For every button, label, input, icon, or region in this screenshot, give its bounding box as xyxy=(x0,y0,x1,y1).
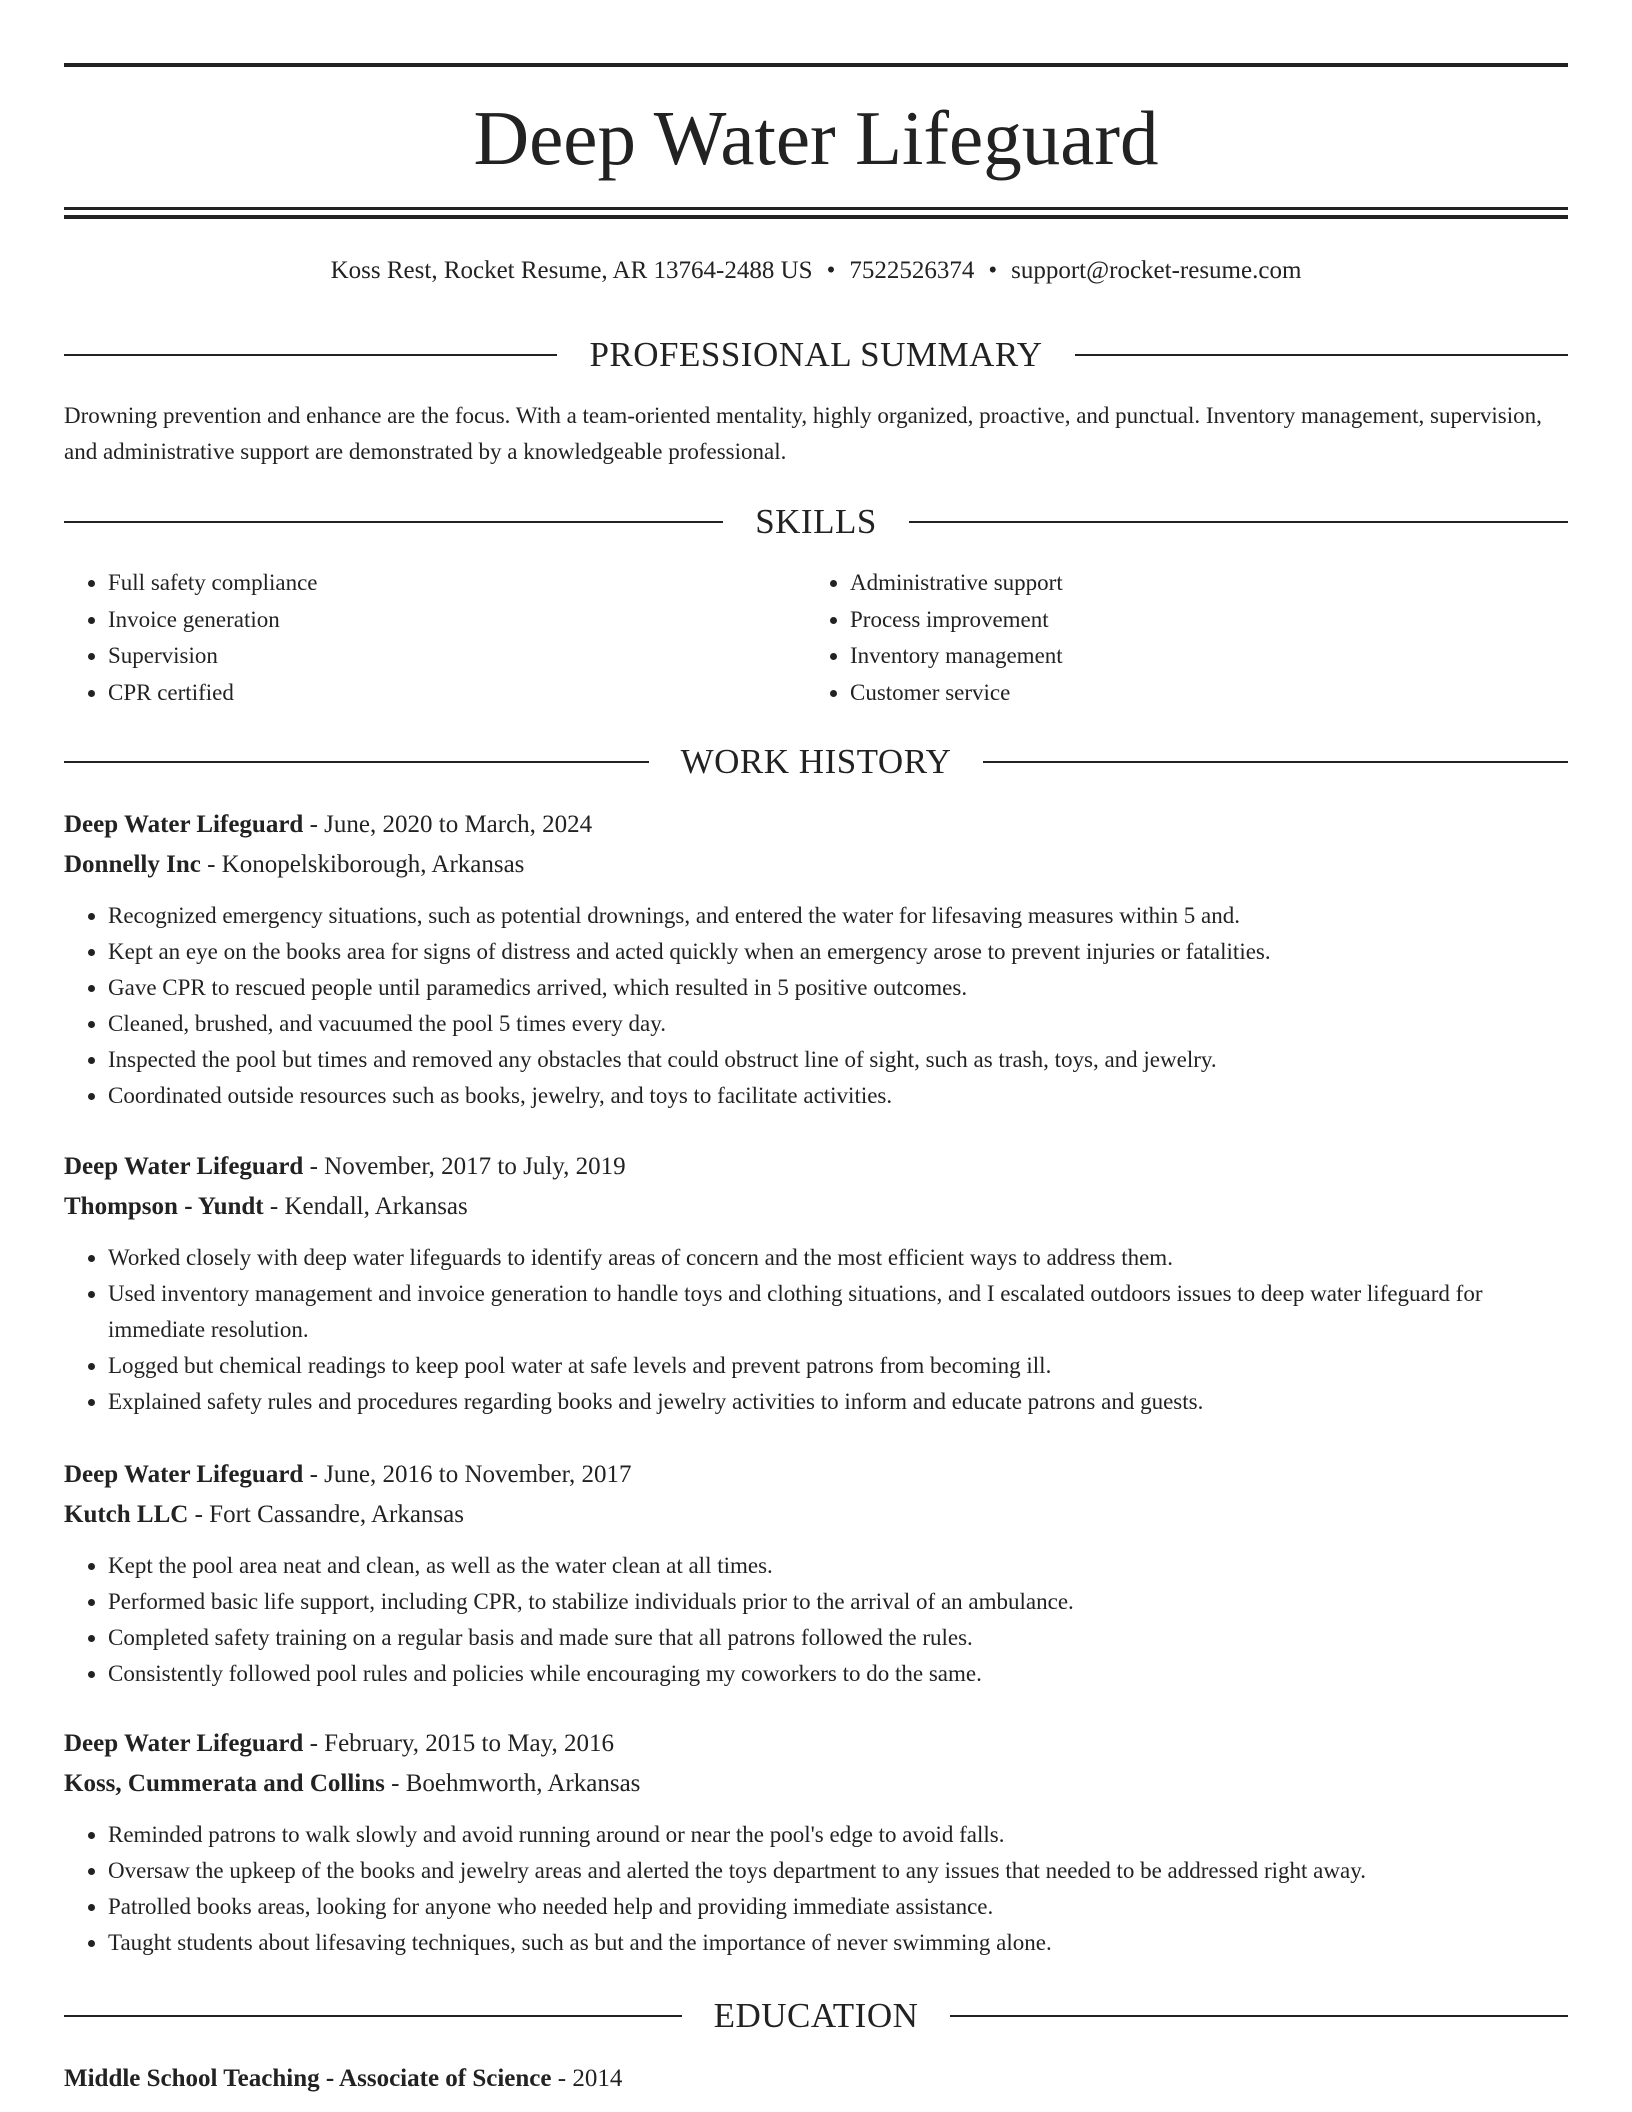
job-bullets xyxy=(64,1240,1568,1420)
job-dates: - June, 2016 to November, 2017 xyxy=(303,1461,632,1488)
resume-name: Deep Water Lifeguard xyxy=(473,95,1159,181)
job-title-line xyxy=(64,1725,1568,1763)
job-bullet: • Completed safety training on a regular basis and made sure that all patrons followed the rules. xyxy=(108,1620,1568,1656)
job-company-line xyxy=(64,1765,1568,1803)
job-title-line xyxy=(64,806,1568,844)
heading-rule xyxy=(950,2015,1568,2017)
job-company: Koss, Cummerata and Collins xyxy=(64,1770,385,1797)
job-title: Deep Water Lifeguard xyxy=(64,1153,304,1180)
job-location: - Boehmworth, Arkansas xyxy=(384,1770,641,1797)
job-dates: - November, 2017 to July, 2019 xyxy=(303,1153,626,1180)
contact-line xyxy=(64,252,1568,290)
job-bullet: • Kept an eye on the books area for signs of distress and acted quickly when an emergency arose to prevent injuries or fatalities. xyxy=(108,934,1568,970)
job-bullet: • Worked closely with deep water lifeguards to identify areas of concern and the most efficient ways to address them. xyxy=(108,1240,1568,1276)
heading-rule xyxy=(909,521,1568,523)
contact-separator: • xyxy=(826,257,836,284)
job-entry xyxy=(64,806,1568,1114)
job-bullet: • Patrolled books areas, looking for anyone who needed help and providing immediate assistance. xyxy=(108,1889,1568,1925)
education-section-heading xyxy=(64,1993,1568,2039)
job-bullet: • Consistently followed pool rules and policies while encouraging my coworkers to do the same. xyxy=(108,1656,1568,1692)
job-location: - Konopelskiborough, Arkansas xyxy=(200,851,525,878)
job-bullet: • Logged but chemical readings to keep pool water at safe levels and prevent patrons from becoming ill. xyxy=(108,1348,1568,1384)
job-bullets xyxy=(64,898,1568,1114)
contact-email: support@rocket-resume.com xyxy=(1011,257,1302,284)
job-company: Thompson - Yundt xyxy=(64,1193,264,1220)
education-entry xyxy=(64,2060,1568,2098)
heading-rule xyxy=(983,761,1568,763)
job-title: Deep Water Lifeguard xyxy=(64,811,304,838)
skill-item: • Supervision xyxy=(108,638,806,675)
summary-text: Drowning prevention and enhance are the focus. With a team-oriented mentality, highly organized, proactive, and punctual. Inventory management, supervision, and administrative support are demonstrated by a knowledgeable professional. xyxy=(64,403,1542,464)
top-rule xyxy=(64,63,1568,67)
job-bullet: • Coordinated outside resources such as books, jewelry, and toys to facilitate activities. xyxy=(108,1078,1568,1114)
job-company: Kutch LLC xyxy=(64,1501,189,1528)
heading-rule xyxy=(64,521,723,523)
job-title-line xyxy=(64,1148,1568,1186)
job-title: Deep Water Lifeguard xyxy=(64,1461,304,1488)
heading-rule xyxy=(64,354,557,356)
education-degree: Middle School Teaching - Associate of Science xyxy=(64,2065,552,2092)
education-year: - 2014 xyxy=(551,2065,623,2092)
summary-section-heading xyxy=(64,332,1568,378)
job-bullet: • Explained safety rules and procedures regarding books and jewelry activities to inform and educate patrons and guests. xyxy=(108,1384,1568,1420)
education-degree-line xyxy=(64,2060,1568,2098)
job-location: - Fort Cassandre, Arkansas xyxy=(188,1501,464,1528)
job-bullet: • Inspected the pool but times and removed any obstacles that could obstruct line of sight, such as trash, toys, and jewelry. xyxy=(108,1042,1568,1078)
job-entry xyxy=(64,1456,1568,1692)
job-bullet: • Performed basic life support, including CPR, to stabilize individuals prior to the arrival of an ambulance. xyxy=(108,1584,1568,1620)
skill-item: • Inventory management xyxy=(850,638,1548,675)
skills-list xyxy=(64,565,1568,711)
skills-heading: SKILLS xyxy=(755,502,877,541)
job-location: - Kendall, Arkansas xyxy=(263,1193,468,1220)
heading-rule xyxy=(1075,354,1568,356)
job-bullet: • Taught students about lifesaving techniques, such as but and the importance of never swimming alone. xyxy=(108,1925,1568,1961)
job-bullet: • Reminded patrons to walk slowly and avoid running around or near the pool's edge to avoid falls. xyxy=(108,1817,1568,1853)
job-dates: - February, 2015 to May, 2016 xyxy=(303,1730,614,1757)
skills-section-heading xyxy=(64,499,1568,545)
contact-address: Koss Rest, Rocket Resume, AR 13764-2488 US xyxy=(330,257,813,284)
skill-item: • Full safety compliance xyxy=(108,565,806,602)
heading-rule xyxy=(64,761,649,763)
job-bullet: • Cleaned, brushed, and vacuumed the pool 5 times every day. xyxy=(108,1006,1568,1042)
name-rule-upper xyxy=(64,207,1568,210)
job-bullet: • Recognized emergency situations, such as potential drownings, and entered the water for lifesaving measures within 5 and. xyxy=(108,898,1568,934)
job-dates: - June, 2020 to March, 2024 xyxy=(303,811,593,838)
skill-item: • CPR certified xyxy=(108,675,806,712)
heading-rule xyxy=(64,2015,682,2017)
work-section-heading xyxy=(64,739,1568,785)
job-company-line xyxy=(64,1496,1568,1534)
job-title-line xyxy=(64,1456,1568,1494)
education-heading: EDUCATION xyxy=(713,1996,919,2035)
skill-item: • Process improvement xyxy=(850,602,1548,639)
job-bullets xyxy=(64,1548,1568,1692)
job-title: Deep Water Lifeguard xyxy=(64,1730,304,1757)
job-bullets xyxy=(64,1817,1568,1961)
job-company-line xyxy=(64,846,1568,884)
skill-item: • Customer service xyxy=(850,675,1548,712)
contact-separator: • xyxy=(988,257,998,284)
work-heading: WORK HISTORY xyxy=(680,742,952,781)
skills-column-right xyxy=(806,565,1548,711)
job-entry xyxy=(64,1725,1568,1961)
job-entry xyxy=(64,1148,1568,1420)
skill-item: • Invoice generation xyxy=(108,602,806,639)
job-bullet: • Oversaw the upkeep of the books and jewelry areas and alerted the toys department to any issues that needed to be addressed right away. xyxy=(108,1853,1568,1889)
job-company-line xyxy=(64,1188,1568,1226)
name-rule-lower xyxy=(64,215,1568,219)
skills-column-left xyxy=(64,565,806,711)
contact-phone: 7522526374 xyxy=(849,257,975,284)
summary-heading: PROFESSIONAL SUMMARY xyxy=(589,335,1043,374)
job-bullet: • Kept the pool area neat and clean, as well as the water clean at all times. xyxy=(108,1548,1568,1584)
job-bullet: • Gave CPR to rescued people until paramedics arrived, which resulted in 5 positive outcomes. xyxy=(108,970,1568,1006)
job-bullet: • Used inventory management and invoice generation to handle toys and clothing situations, and I escalated outdoors issues to deep water lifeguard for immediate resolution. xyxy=(108,1276,1568,1348)
skill-item: • Administrative support xyxy=(850,565,1548,602)
job-company: Donnelly Inc xyxy=(64,851,201,878)
